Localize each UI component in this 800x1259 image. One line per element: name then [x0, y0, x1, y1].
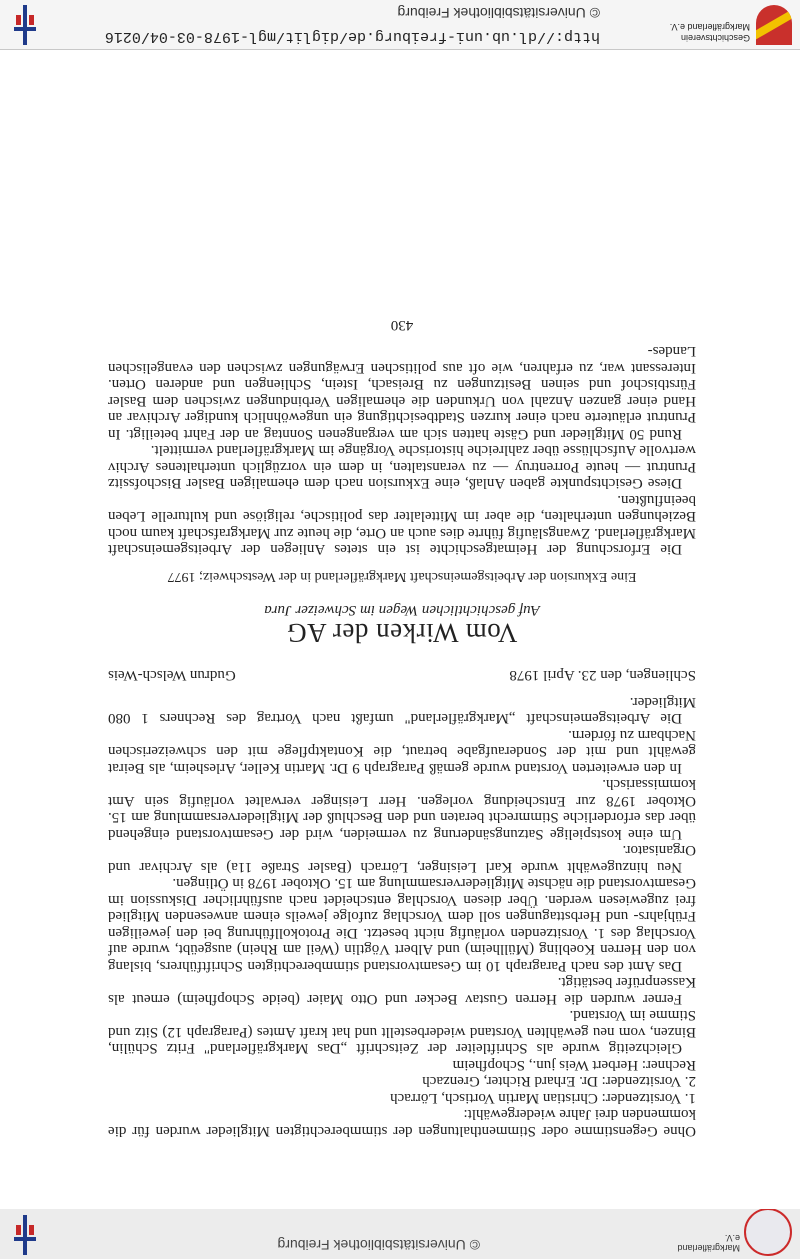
- article-subtitle: Auf geschichtlichen Wegen im Schweizer Jura: [264, 602, 540, 619]
- ub-freiburg-logo-icon: [12, 1215, 38, 1255]
- ub-freiburg-logo-icon: [12, 5, 38, 45]
- paragraph: Neu hinzugewählt wurde Karl Leisinger, Lörrach (Basler Straße 11a) als Archivar und Organisator.: [108, 842, 696, 875]
- coat-of-arms-icon: [756, 5, 792, 45]
- footer-org-label: Markgräflerland e.V.: [677, 1233, 740, 1253]
- scanned-page: [0, 50, 800, 1209]
- signature-place-date: Schliengen, den 23. April 1978: [509, 667, 696, 684]
- paragraph: Das Amt des nach Paragraph 10 im Gesamtvorstand stimmberechtigten Schriftführers, bislang von den Herren Koebling (Müllheim) und Albert Vögtlin (Weil am Rhein) ausgeübt, wurde auf Vorschlag des 1. Vorsitzenden vorläufig nicht besetzt. Die Protokollführung bei den jeweiligen Frühjahrs- und Herbsttagungen soll dem Vorschlag zufolge jeweils einem anwesenden Mitglied frei zugewiesen werden. Über diesen Vorschlag entscheidet nach ausführlicher Diskussion im Gesamtvorstand die nächste Mitgliederversammlung am 15. Oktober 1978 in Ötlingen.: [108, 875, 696, 974]
- signature-name: Gudrun Welsch-Weis: [108, 667, 236, 684]
- paragraph: Um eine kostspielige Satzungsänderung zu vermeiden, wird der Gesamtvorstand eingehend über das erforderliche Stimmrecht beraten und den Beschluß der Mitgliederversammlung am 15. Oktober 1978 zur Entscheidung vorlegen. Herr Leisinger verwaltet vorläufig sein Amt kommissarisch.: [108, 776, 696, 842]
- header-org-line1: Geschichtsverein: [680, 33, 750, 43]
- viewer-footer-bar: [0, 1208, 800, 1259]
- signature-line: [108, 667, 696, 684]
- paragraph: Die Arbeitsgemeinschaft „Markgräflerland" umfaßt nach Vortrag des Rechners 1 080 Mitglieder.: [108, 694, 696, 727]
- viewer-header-bar: [0, 0, 800, 50]
- document-url-link[interactable]: http://dl.ub.uni-freiburg.de/diglit/mgl-1978-03-04/0216: [104, 28, 600, 45]
- paragraph: Ohne Gegenstimme oder Stimmenthaltungen der stimmberechtigten Mitglieder wurden für die kommenden drei Jahre wiedergewählt:: [108, 1106, 696, 1139]
- society-seal-icon: [744, 1208, 792, 1256]
- paragraph: 2. Vorsitzender: Dr. Erhard Richter, Grenzach: [422, 1073, 696, 1090]
- article-caption: Eine Exkursion der Arbeitsgemeinschaft Markgräflerland in der Westschweiz; 1977: [167, 569, 637, 584]
- paragraph: Rechner: Herbert Weis jun., Schopfheim: [452, 1057, 696, 1073]
- paragraph: 1. Vorsitzender: Christian Martin Vortisch, Lörrach: [390, 1090, 696, 1106]
- header-org: [660, 21, 750, 43]
- article-title: Vom Wirken der AG: [286, 618, 518, 648]
- paragraph: Gleichzeitig wurde als Schriftleiter der Zeitschrift „Das Markgräflerland" Fritz Schülin, Binzen, vom neu gewählten Vorstand wiederbestellt und hat kraft Amtes (Paragraph 12) Sitz und Stimme im Vorstand.: [108, 1007, 696, 1057]
- footer-copyright: © Universitätsbibliothek Freiburg: [277, 1237, 480, 1253]
- paragraph: Ferner wurden die Herren Gustav Becker und Otto Maier (beide Schopfheim) erneut als Kassenprüfer bestätigt.: [108, 974, 696, 1007]
- paragraph: Diese Gesichtspunkte gaben Anlaß, eine Exkursion nach dem ehemaligen Basler Bischofssitz Pruntrut — heute Porrentruy — zu veranstalten, in dem ein vorzüglich unterhaltenes Archiv wertvolle Aufschlüsse über zahlreiche historische Vorgänge im Markgräflerland vermittelt.: [108, 442, 696, 492]
- paragraph: Rund 50 Mitglieder und Gäste hatten sich am vergangenen Sonntag an der Fahrt beteiligt. In Pruntrut erläuterte nach einer kurzen Stadtbesichtigung ein ungewöhnlich kundiger Archivar an Hand einer ganzen Anzahl von Urkunden die ehemaligen Verbindungen zwischen dem Basler Fürstbischof und seinen Besitzungen zu Breisach, Istein, Schliengen und anderen Orten. Interessant war, zu erfahren, wie oft aus politischen Erwägungen zwischen den evangelischen Landes-: [108, 343, 696, 442]
- paragraph: In den erweiterten Vorstand wurde gemäß Paragraph 9 Dr. Martin Keller, Arlesheim, als Beirat gewählt und mit der Sonderaufgabe betraut, die Kontaktpflege mit den schweizerischen Nachbarn zu fördern.: [108, 727, 696, 776]
- header-org-line2: Markgräflerland e.V.: [669, 22, 750, 32]
- page-number: 430: [390, 317, 414, 333]
- page-content: [108, 317, 696, 1140]
- paragraph: Die Erforschung der Heimatgeschichte ist ein stetes Anliegen der Arbeitsgemeinschaft Markgräflerland. Zwangsläufig führte dies auch an Orte, die heute zur Markgrafschaft kaum noch Beziehungen unterhalten, die aber im Mittelalter das politische, religiöse und kulturelle Leben beeinflußten.: [108, 492, 696, 558]
- header-copyright: © Universitätsbibliothek Freiburg: [397, 5, 600, 21]
